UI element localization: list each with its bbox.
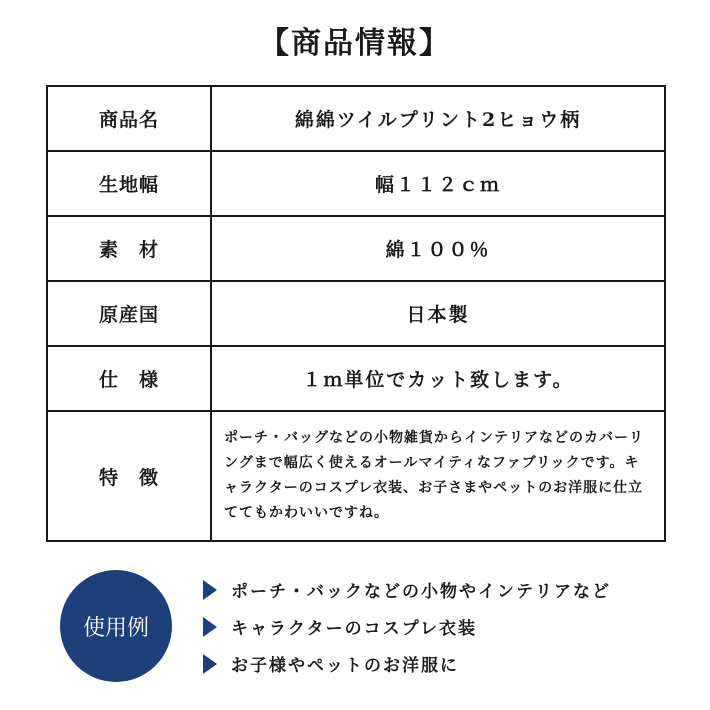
usage-item-text: お子様やペットのお洋服に (231, 656, 459, 676)
product-spec-table (46, 85, 666, 542)
table-row (47, 151, 665, 216)
spec-label-features: 特 徴 (47, 411, 211, 541)
spec-label-product-name: 商品名 (47, 86, 211, 151)
table-row (47, 216, 665, 281)
usage-item-text: キャラクターのコスプレ衣装 (231, 619, 477, 639)
spec-label-material: 素 材 (47, 216, 211, 281)
usage-list (203, 571, 703, 682)
spec-value-material: 綿１００％ (211, 216, 665, 281)
spec-value-product-name: 綿綿ツイルプリント2ヒョウ柄 (211, 86, 665, 151)
page-title: 【商品情報】 (259, 26, 451, 61)
spec-value-specification: １ｍ単位でカット致します。 (211, 346, 665, 411)
table-row (47, 86, 665, 151)
spec-value-origin: 日本製 (211, 281, 665, 346)
table-row (47, 346, 665, 411)
list-item (203, 645, 703, 682)
spec-label-width: 生地幅 (47, 151, 211, 216)
triangle-bullet-icon (203, 654, 217, 674)
spec-label-specification: 仕 様 (47, 346, 211, 411)
usage-item-text: ポーチ・バックなどの小物やインテリアなど (231, 582, 611, 602)
list-item (203, 608, 703, 645)
usage-heading: 使用例 (82, 615, 149, 641)
list-item (203, 571, 703, 608)
spec-label-origin: 原産国 (47, 281, 211, 346)
spec-value-features: ポーチ・バッグなどの小物雑貨からインテリアなどのカバーリングまで幅広く使えるオールマイティなファブリックです。キャラクターのコスプレ衣装、お子さまやペットのお洋服に仕立ててもかわいいですね。 (211, 411, 665, 541)
spec-value-width: 幅１１２ｃｍ (211, 151, 665, 216)
usage-heading-badge (60, 570, 172, 682)
triangle-bullet-icon (203, 617, 217, 637)
table-row (47, 281, 665, 346)
triangle-bullet-icon (203, 580, 217, 600)
table-row (47, 411, 665, 541)
